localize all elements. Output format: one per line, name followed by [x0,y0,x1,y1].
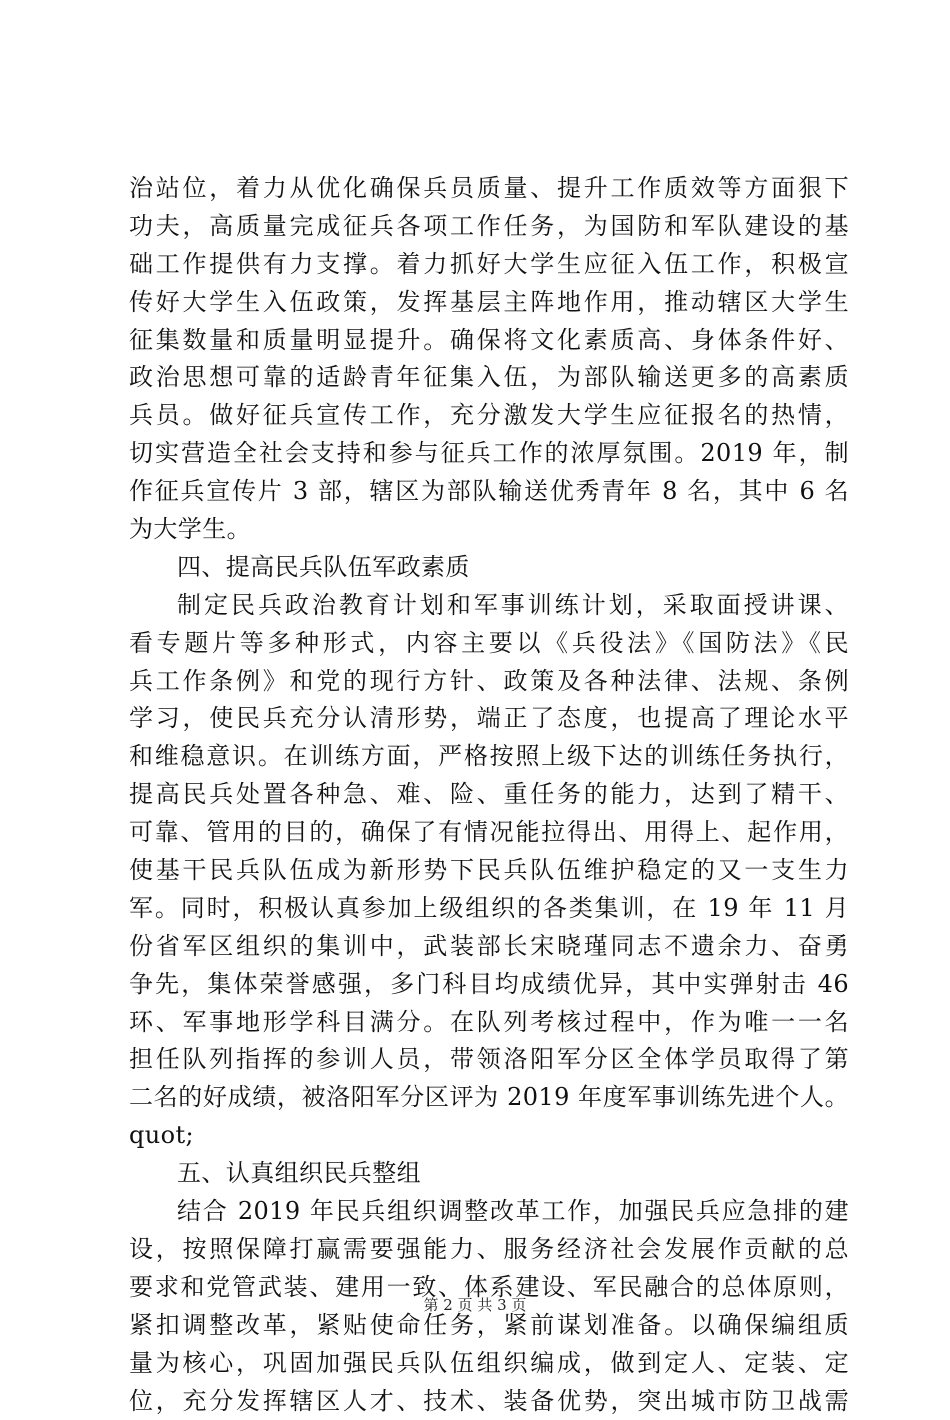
page-number-label: 第 2 页 共 3 页 [424,1296,527,1314]
text-line: 量为核心，巩固加强民兵队伍组织编成，做到定人、定装、定 [129,1345,849,1383]
text-line: 军。同时，积极认真参加上级组织的各类集训，在 19 年 11 月 [129,890,849,928]
text-line: 要求和党管武装、建用一致、体系建设、军民融合的总体原则， [129,1269,849,1307]
page-footer [0,1295,950,1315]
text-line: 可靠、管用的目的，确保了有情况能拉得出、用得上、起作用， [129,814,849,852]
text-line: quot; [129,1117,849,1155]
text-line: 位，充分发挥辖区人才、技术、装备优势，突出城市防卫战需 [129,1383,849,1420]
text-line: 设，按照保障打赢需要强能力、服务经济社会发展作贡献的总 [129,1231,849,1269]
text-line: 担任队列指挥的参训人员，带领洛阳军分区全体学员取得了第 [129,1041,849,1079]
text-line: 二名的好成绩，被洛阳军分区评为 2019 年度军事训练先进个人。 [129,1079,849,1117]
text-line: 切实营造全社会支持和参与征兵工作的浓厚氛围。2019 年，制 [129,435,849,473]
text-line: 作征兵宣传片 3 部，辖区为部队输送优秀青年 8 名，其中 6 名 [129,473,849,511]
text-line: 传好大学生入伍政策，发挥基层主阵地作用，推动辖区大学生 [129,284,849,322]
text-line: 础工作提供有力支撑。着力抓好大学生应征入伍工作，积极宣 [129,246,849,284]
text-line: 学习，使民兵充分认清形势，端正了态度，也提高了理论水平 [129,700,849,738]
section-heading: 五、认真组织民兵整组 [129,1155,849,1193]
text-line: 为大学生。 [129,511,849,549]
text-line: 使基干民兵队伍成为新形势下民兵队伍维护稳定的又一支生力 [129,852,849,890]
section-heading: 四、提高民兵队伍军政素质 [129,549,849,587]
text-line: 紧扣调整改革，紧贴使命任务，紧前谋划准备。以确保编组质 [129,1307,849,1345]
text-line: 提高民兵处置各种急、难、险、重任务的能力，达到了精干、 [129,776,849,814]
body-text [129,170,849,1420]
text-line: 兵工作条例》和党的现行方针、政策及各种法律、法规、条例 [129,663,849,701]
text-line: 结合 2019 年民兵组织调整改革工作，加强民兵应急排的建 [129,1193,849,1231]
text-line: 制定民兵政治教育计划和军事训练计划，采取面授讲课、 [129,587,849,625]
text-line: 争先，集体荣誉感强，多门科目均成绩优异，其中实弹射击 46 [129,966,849,1004]
text-line: 征集数量和质量明显提升。确保将文化素质高、身体条件好、 [129,322,849,360]
text-line: 和维稳意识。在训练方面，严格按照上级下达的训练任务执行， [129,738,849,776]
text-line: 份省军区组织的集训中，武装部长宋晓瑾同志不遗余力、奋勇 [129,928,849,966]
text-line: 政治思想可靠的适龄青年征集入伍，为部队输送更多的高素质 [129,359,849,397]
text-line: 看专题片等多种形式，内容主要以《兵役法》《国防法》《民 [129,625,849,663]
text-line: 功夫，高质量完成征兵各项工作任务，为国防和军队建设的基 [129,208,849,246]
text-line: 兵员。做好征兵宣传工作，充分激发大学生应征报名的热情， [129,397,849,435]
text-line: 环、军事地形学科目满分。在队列考核过程中，作为唯一一名 [129,1004,849,1042]
text-line: 治站位，着力从优化确保兵员质量、提升工作质效等方面狠下 [129,170,849,208]
